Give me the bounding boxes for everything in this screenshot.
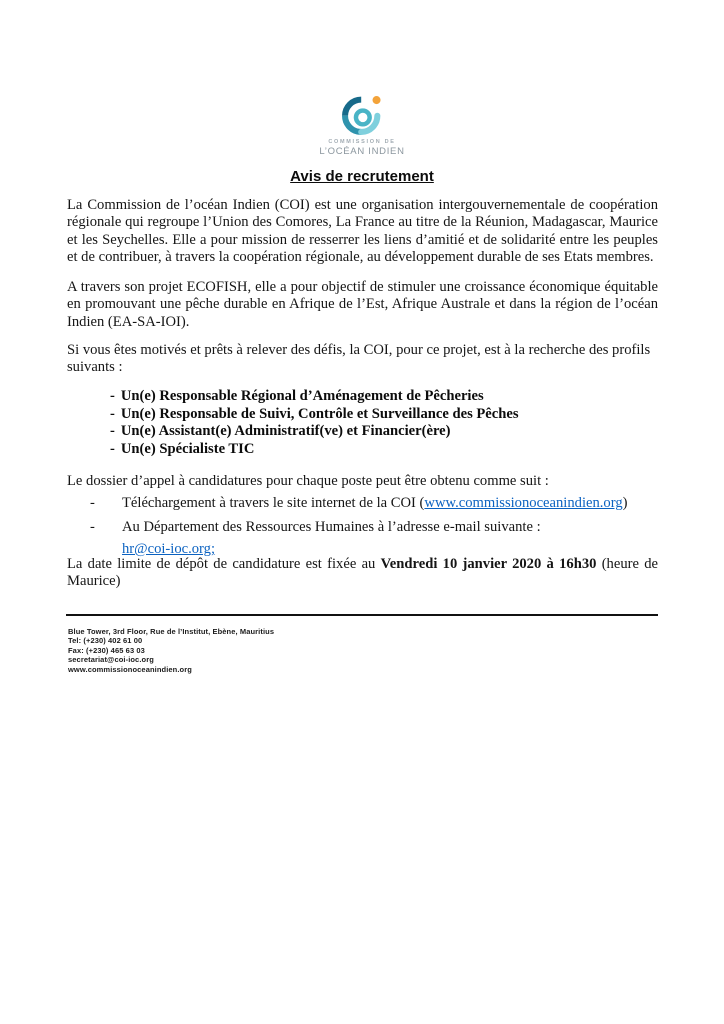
footer-fax: Fax: (+230) 465 63 03 (68, 645, 145, 655)
list-item-hr-department (90, 519, 650, 536)
position-label: Un(e) Assistant(e) Administratif(ve) et Financier(ère) (120, 423, 451, 440)
footer-contact-block (68, 627, 468, 674)
footer-website: www.commissionoceanindien.org (68, 664, 192, 674)
paragraph-deadline (67, 556, 658, 591)
dash-bullet: - (110, 405, 115, 422)
position-label: Un(e) Responsable de Suivi, Contrôle et Surveillance des Pêches (120, 405, 519, 422)
paragraph-profils-intro: Si vous êtes motivés et prêts à relever des défis, la COI, pour ce projet, est à la recherche des profils suivants : (67, 342, 651, 376)
footer-tel: Tel: (+230) 402 61 00 (68, 636, 143, 646)
page-title: Avis de recrutement (290, 168, 434, 185)
coi-website-link[interactable]: www.commissionoceanindien.org (424, 495, 623, 511)
logo-caption-line2: L’OCÉAN INDIEN (319, 146, 405, 157)
paragraph-dossier-intro: Le dossier d’appel à candidatures pour chaque poste peut être obtenu comme suit : (67, 473, 549, 489)
coi-logo-mark (336, 94, 388, 136)
coi-logo (0, 94, 724, 157)
list-item-position-4 (110, 441, 630, 459)
position-label: Un(e) Spécialiste TIC (120, 440, 255, 457)
positions-list (110, 388, 630, 458)
dash-bullet: - (90, 495, 95, 511)
list-item-position-1 (110, 388, 630, 406)
footer-divider (66, 614, 658, 616)
paragraph-ecofish-project: A travers son projet ECOFISH, elle a pour objectif de stimuler une croissance économique équitable en promouvant une pêche durable en Afrique de l’Est, Afrique Australe et dans la région de l’océan Indien (EA-SA-IOI). (67, 279, 658, 330)
deadline-pre: La date limite de dépôt de candidature est fixée au (67, 556, 381, 572)
dash-bullet: - (110, 423, 115, 440)
footer-address: Blue Tower, 3rd Floor, Rue de l’Institut, Ebène, Mauritius (68, 627, 275, 636)
position-label: Un(e) Responsable Régional d’Aménagement de Pêcheries (120, 388, 484, 404)
footer-email: secretariat@coi-ioc.org (68, 655, 154, 665)
list-item-position-3 (110, 423, 630, 441)
list-item-download (90, 495, 650, 512)
list-item-position-2 (110, 406, 630, 424)
dash-bullet: - (110, 388, 115, 404)
deadline-date: Vendredi 10 janvier 2020 à 16h30 (380, 556, 597, 572)
dash-bullet: - (110, 440, 115, 457)
deadline-post: (heure de Maurice) (67, 556, 658, 590)
hr-email-link[interactable]: hr@coi-ioc.org; (122, 541, 216, 557)
download-text: Téléchargement à travers le site internet de la COI (www.commissionoceanindien.org) (122, 495, 628, 511)
hr-department-text: Au Département des Ressources Humaines à l’adresse e-mail suivante : (122, 519, 541, 535)
paragraph-coi-presentation: La Commission de l’océan Indien (COI) est une organisation intergouvernementale de coopération régionale qui regroupe l’Union des Comores, La France au titre de la Réunion, Madagascar, Maurice et les Seychelles. Elle a pour mission de resserrer les liens d’amitié et de solidarité entre les peuples et de contribuer, à travers la coopération régionale, au développement durable de ses Etats membres. (67, 197, 658, 266)
logo-caption-line1: COMMISSION DE (328, 139, 396, 145)
dash-bullet: - (90, 519, 95, 535)
